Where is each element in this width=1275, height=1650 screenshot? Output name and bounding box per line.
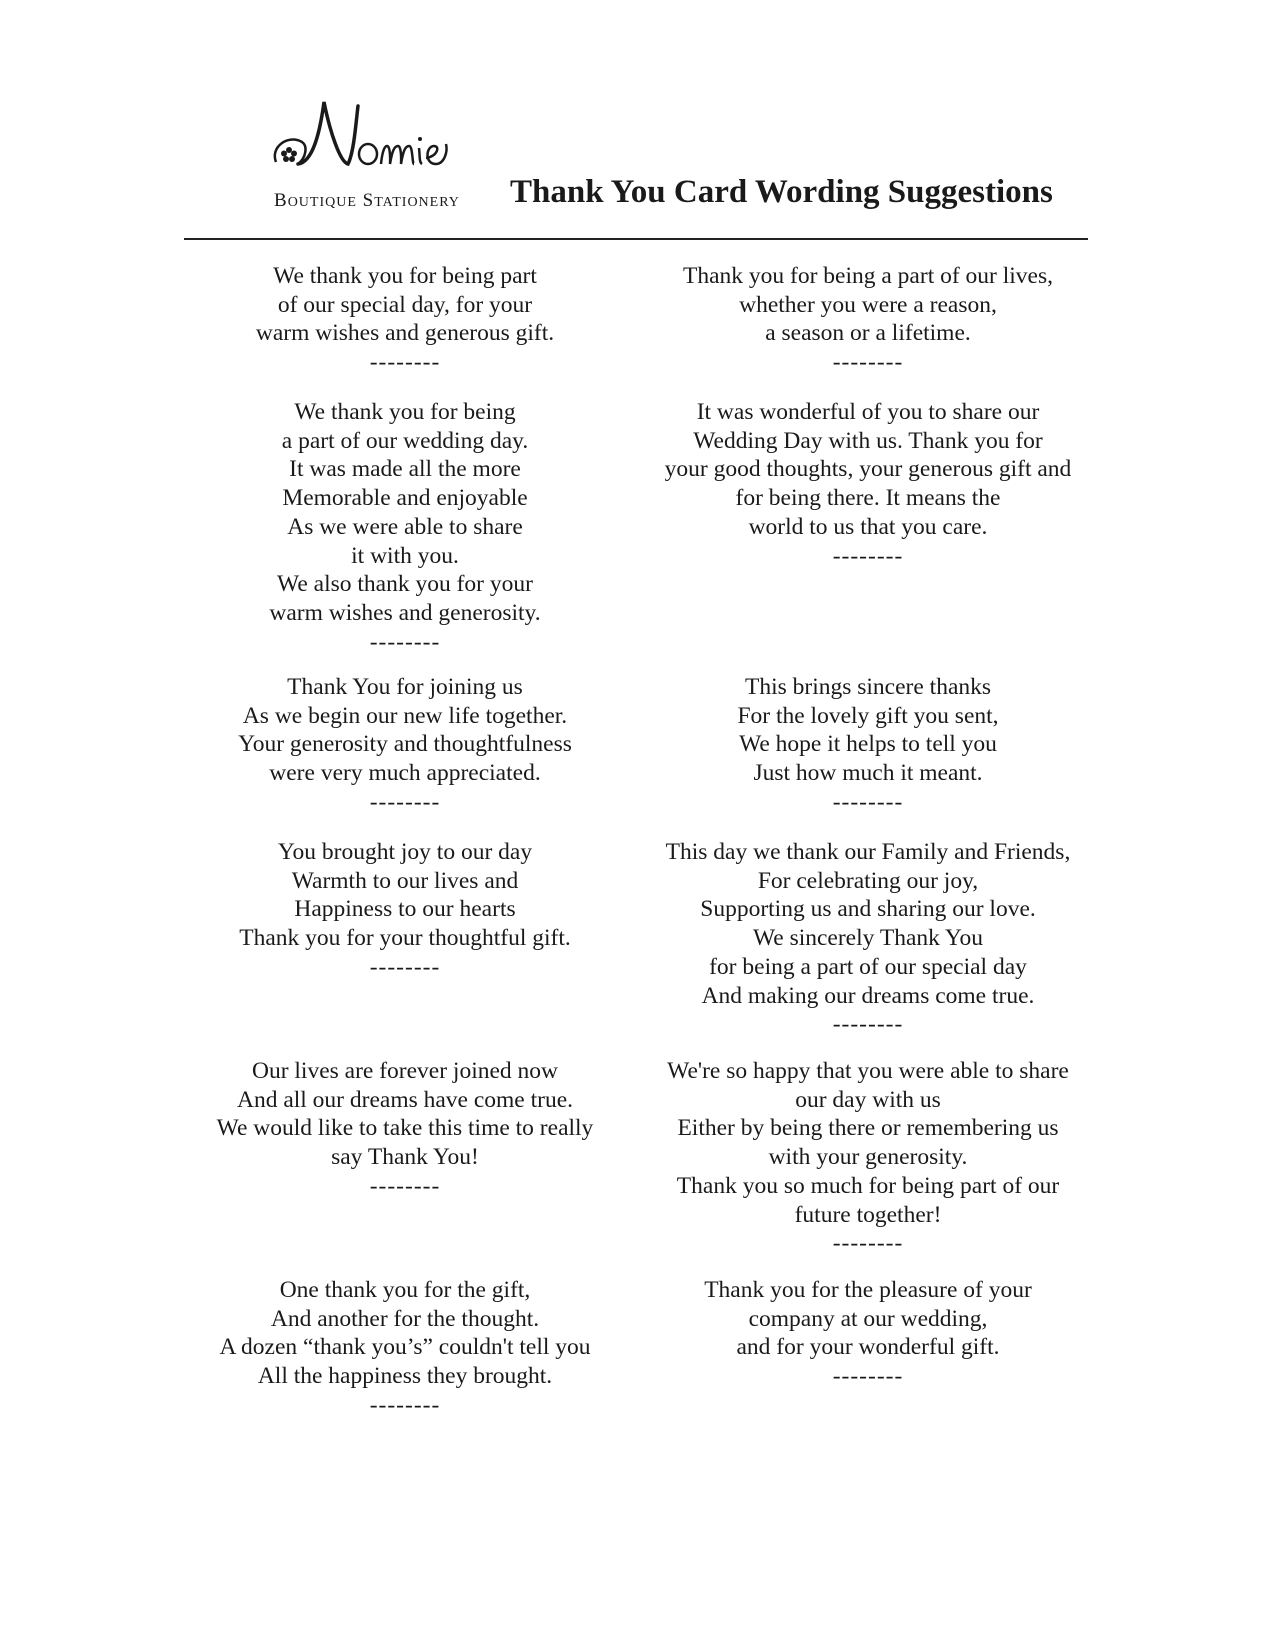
verse: Thank you for the pleasure of your company at our wedding, and for your wonderful gift. -------- bbox=[704, 1277, 1032, 1390]
verse: One thank you for the gift, And another for the thought. A dozen “thank you’s” couldn't tell you All the happiness they brought. -------- bbox=[219, 1277, 591, 1418]
verse: We thank you for being part of our special day, for your warm wishes and generous gift. -------- bbox=[255, 263, 555, 376]
verse: We're so happy that you were able to share our day with us Either by being there or remembering us with your generosity. Thank you so much for being part of our future together! -------- bbox=[667, 1058, 1069, 1257]
verse: Our lives are forever joined now And all our dreams have come true. We would like to take this time to really say Thank You! -------- bbox=[216, 1058, 594, 1199]
nomie-script-logo bbox=[268, 92, 478, 192]
verse: This day we thank our Family and Friends, For celebrating our joy, Supporting us and sharing our love. We sincerely Thank You for being a part of our special day And making our dreams come true. -------- bbox=[665, 839, 1071, 1038]
verse: Thank you for being a part of our lives, whether you were a reason, a season or a lifetime. -------- bbox=[682, 263, 1054, 376]
brand-logo bbox=[268, 92, 478, 212]
brand-tagline: BOUTIQUE STATIONERY bbox=[274, 190, 460, 211]
verse: Thank You for joining us As we begin our new life together. Your generosity and thoughtfulness were very much appreciated. -------- bbox=[238, 674, 572, 815]
verse: It was wonderful of you to share our Wedding Day with us. Thank you for your good thoughts, your generous gift and for being there. It means the world to us that you care. -------- bbox=[664, 399, 1072, 569]
verse: We thank you for being a part of our wedding day. It was made all the more Memorable and enjoyable As we were able to share it with you. We also thank you for your warm wishes and generosity. -------- bbox=[269, 399, 541, 655]
title-divider bbox=[184, 238, 1088, 240]
verse: This brings sincere thanks For the lovely gift you sent, We hope it helps to tell you Just how much it meant. -------- bbox=[737, 674, 999, 815]
page-title: Thank You Card Wording Suggestions bbox=[510, 174, 1053, 210]
verse: You brought joy to our day Warmth to our lives and Happiness to our hearts Thank you for your thoughtful gift. -------- bbox=[239, 839, 571, 980]
